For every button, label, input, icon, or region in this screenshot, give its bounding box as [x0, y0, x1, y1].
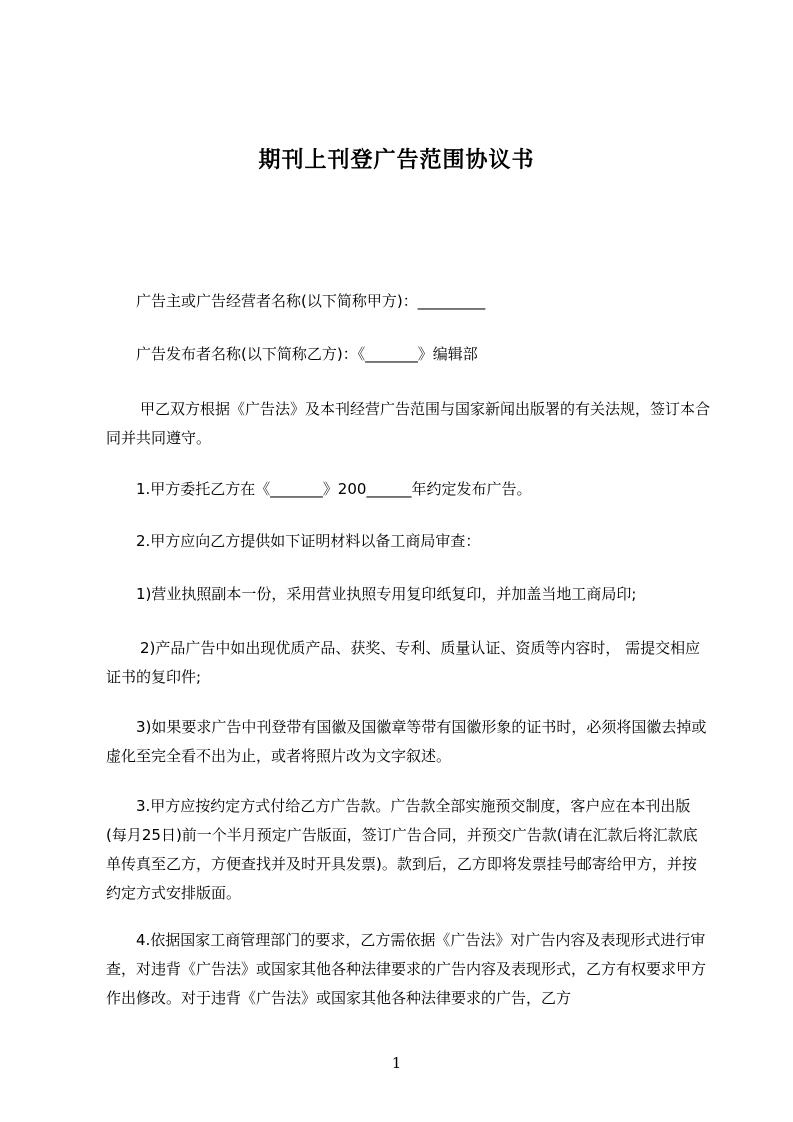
clause-3: 3.甲方应按约定方式付给乙方广告款。广告款全部实施预交制度，客户应在本刊出版(每月25日)前一个半月预定广告版面，签订广告合同，并预交广告款(请在汇款后将汇款底单传真至乙方，方便查找并及时开具发票)。款到后，乙方即将发票挂号邮寄给甲方，并按约定方式安排版面。: [106, 797, 698, 902]
party-b-line: 广告发布者名称(以下简称乙方)：《_______》编辑部: [136, 345, 478, 363]
clause-1: 1.甲方委托乙方在《_______》200______年约定发布广告。: [136, 480, 532, 498]
clause-2-item-2: 2)产品广告中如出现优质产品、获奖、专利、质量认证、资质等内容时， 需提交相应证书的复印件;: [106, 639, 701, 686]
party-a-line: 广告主或广告经营者名称(以下简称甲方)：_________: [136, 292, 486, 310]
document-title: 期刊上刊登广告范围协议书: [258, 148, 535, 173]
clause-2-item-3: 3)如果要求广告中刊登带有国徽及国徽章等带有国徽形象的证书时，必须将国徽去掉或虚化至完全看不出为止，或者将照片改为文字叙述。: [106, 718, 707, 765]
page-number: 1: [391, 1054, 402, 1072]
preamble-paragraph: 甲乙双方根据《广告法》及本刊经营广告范围与国家新闻出版署的有关法规，签订本合同并共同遵守。: [106, 400, 711, 447]
clause-2-item-1: 1)营业执照副本一份，采用营业执照专用复印纸复印，并加盖当地工商局印;: [136, 585, 637, 603]
clause-2: 2.甲方应向乙方提供如下证明材料以备工商局审查：: [136, 532, 481, 550]
clause-4: 4.依据国家工商管理部门的要求，乙方需依据《广告法》对广告内容及表现形式进行审查，对违背《广告法》或国家其他各种法律要求的广告内容及表现形式，乙方有权要求甲方作出修改。对于违背《广告法》或国家其他各种法律要求的广告，乙方: [106, 931, 707, 1007]
